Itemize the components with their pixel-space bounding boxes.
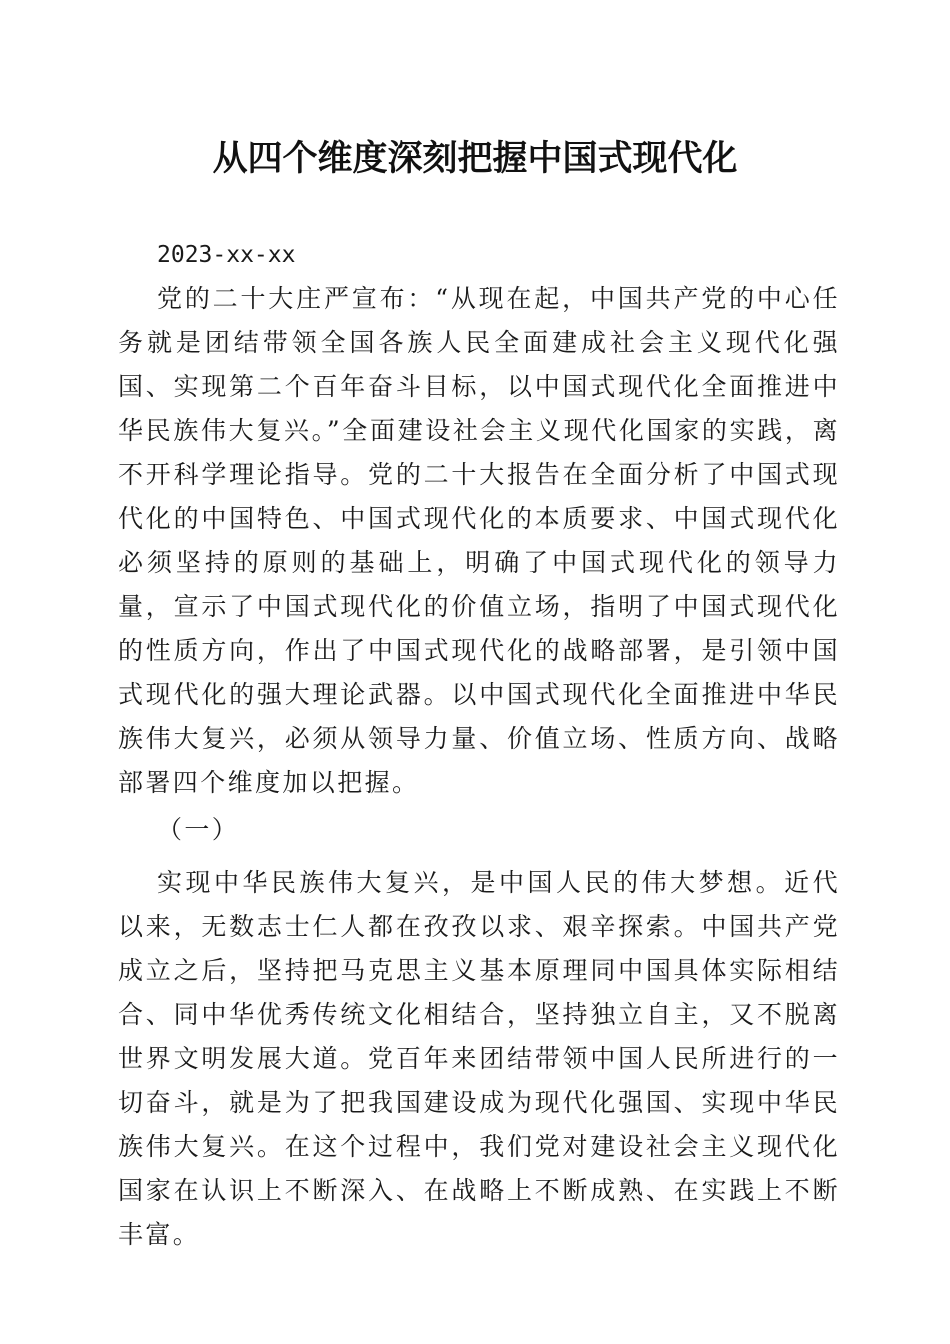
intro-paragraph: 党的二十大庄严宣布：“从现在起，中国共产党的中心任务就是团结带领全国各族人民全面建成社会主义现代化强国、实现第二个百年奋斗目标，以中国式现代化全面推进中华民族伟大复兴。”全面建设社会主义现代化国家的实践，离不开科学理论指导。党的二十大报告在全面分析了中国式现代化的中国特色、中国式现代化的本质要求、中国式现代化必须坚持的原则的基础上，明确了中国式现代化的领导力量，宣示了中国式现代化的价值立场，指明了中国式现代化的性质方向，作出了中国式现代化的战略部署，是引领中国式现代化的强大理论武器。以中国式现代化全面推进中华民族伟大复兴，必须从领导力量、价值立场、性质方向、战略部署四个维度加以把握。 [118,284,840,797]
section-heading: （一） [157,815,240,844]
document-body [118,233,840,1257]
document-title: 从四个维度深刻把握中国式现代化 [212,138,738,179]
section-paragraph: 实现中华民族伟大复兴，是中国人民的伟大梦想。近代以来，无数志士仁人都在孜孜以求、艰辛探索。中国共产党成立之后，坚持把马克思主义基本原理同中国具体实际相结合、同中华优秀传统文化相结合，坚持独立自主，又不脱离世界文明发展大道。党百年来团结带领中国人民所进行的一切奋斗，就是为了把我国建设成为现代化强国、实现中华民族伟大复兴。在这个过程中，我们党对建设社会主义现代化国家在认识上不断深入、在战略上不断成熟、在实践上不断丰富。 [118,868,840,1249]
document-date: 2023-xx-xx [157,242,296,268]
